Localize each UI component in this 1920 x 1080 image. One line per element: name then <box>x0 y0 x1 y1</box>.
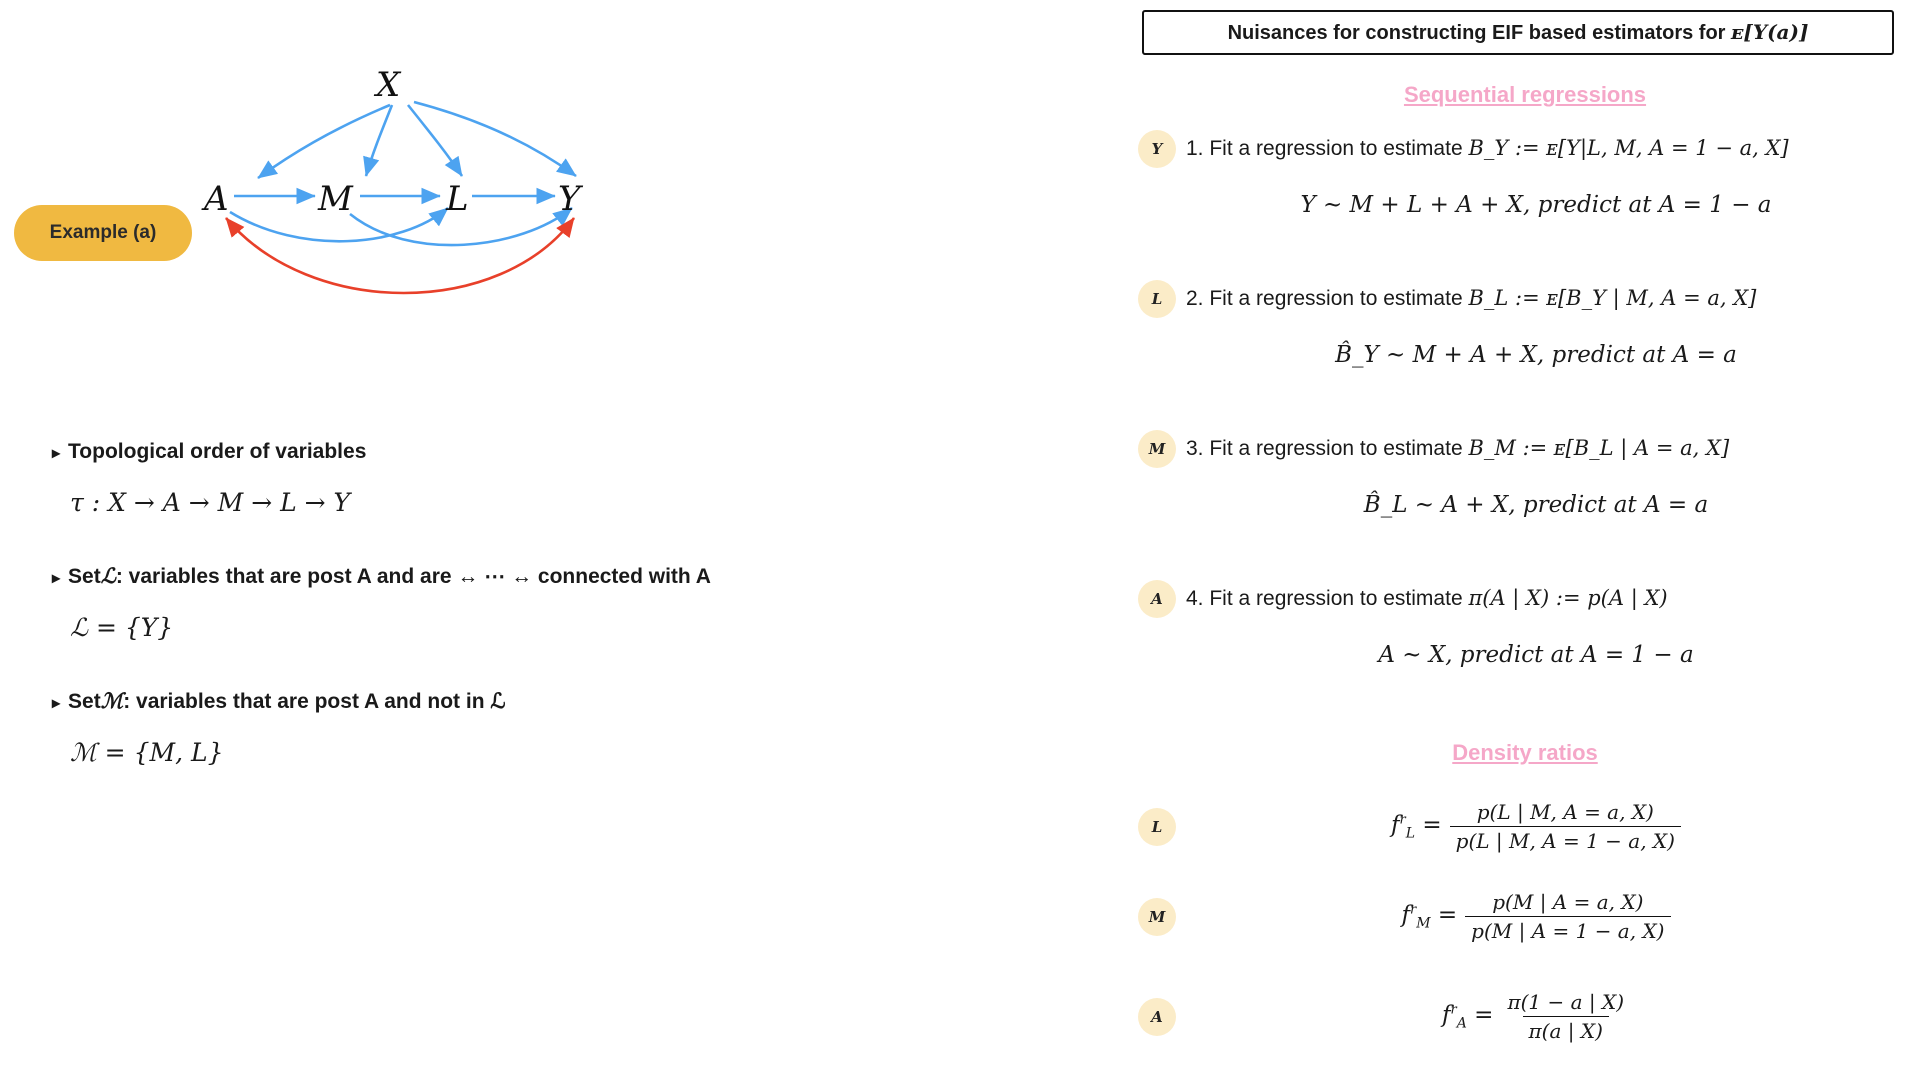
step-3-plain: 3. Fit a regression to estimate <box>1186 437 1469 460</box>
bullet-set-m <box>52 688 1072 714</box>
ratio-a-numerator: π(1 − a | X) <box>1507 990 1624 1014</box>
example-badge: Example (a) <box>14 205 192 261</box>
step-2-equation: B̂_Y ~ M + A + X, predict at A = a <box>1335 342 1737 368</box>
triangle-icon: ▸ <box>52 445 61 462</box>
bullet-list <box>52 440 1072 767</box>
bullet-heading: Topological order of variables <box>68 440 367 463</box>
ratio-l-denominator: p(L | M, A = 1 − a, X) <box>1450 826 1681 853</box>
spacer <box>52 517 1072 563</box>
script-m-symbol: ℳ <box>100 688 124 713</box>
edge-x-y <box>414 102 576 176</box>
bullet-heading-pre: Set <box>68 690 101 713</box>
bullet-heading-post: : variables that are post A and not in ℒ <box>123 690 506 713</box>
edge-a-y-bidirected <box>226 218 574 293</box>
step-3-text <box>1186 436 1729 461</box>
step-3-equation: B̂_L ~ A + X, predict at A = a <box>1363 492 1709 518</box>
density-ratio-l-expression <box>1186 800 1886 853</box>
triangle-icon: ▸ <box>52 570 61 587</box>
ratio-l-numerator: p(L | M, A = a, X) <box>1476 800 1654 824</box>
right-panel <box>1130 0 1920 1080</box>
ratio-l-fraction <box>1450 800 1681 853</box>
step-1-math: B_Y := ᴇ[Y|L, M, A = 1 − a, X] <box>1468 136 1789 160</box>
chip-m: M <box>1138 430 1176 468</box>
causal-graph-svg <box>200 50 760 350</box>
density-ratio-m-expression <box>1186 890 1886 943</box>
edge-x-m <box>366 105 392 176</box>
chip-a: A <box>1138 580 1176 618</box>
step-2-math: B_L := ᴇ[B_Y | M, A = a, X] <box>1468 286 1757 310</box>
chip-m: M <box>1138 898 1176 936</box>
node-y: Y <box>558 179 581 219</box>
step-4-equation: A ~ X, predict at A = 1 − a <box>1378 642 1694 668</box>
step-2-plain: 2. Fit a regression to estimate <box>1186 287 1469 310</box>
bullet-topological-order <box>52 440 1072 464</box>
density-ratio-a-expression <box>1186 990 1886 1043</box>
node-a: A <box>204 179 229 219</box>
ratio-m-fraction <box>1465 890 1670 943</box>
step-1-text <box>1186 136 1789 161</box>
ratio-a-denominator: π(a | X) <box>1523 1016 1609 1043</box>
ratio-a-lhs: $f^r_A$ = <box>1441 1001 1494 1032</box>
step-1-plain: 1. Fit a regression to estimate <box>1186 137 1469 160</box>
ratio-m-denominator: p(M | A = 1 − a, X) <box>1465 916 1670 943</box>
bullet-heading-pre: Set <box>68 565 101 588</box>
bullet-set-l <box>52 563 1072 589</box>
step-4-plain: 4. Fit a regression to estimate <box>1186 587 1469 610</box>
chip-l: L <box>1138 280 1176 318</box>
panel-title-text: Nuisances for constructing EIF based estimators for <box>1227 22 1732 44</box>
ratio-l-lhs: $f^r_L$ = <box>1391 811 1442 842</box>
triangle-icon: ▸ <box>52 695 61 712</box>
spacer <box>52 642 1072 688</box>
edge-x-a <box>258 105 390 178</box>
step-2-text <box>1186 286 1756 311</box>
step-4-text <box>1186 586 1668 611</box>
panel-title <box>1142 10 1894 55</box>
causal-graph <box>200 50 760 350</box>
topological-order-equation: τ : X → A → M → L → Y <box>70 488 351 517</box>
chip-a: A <box>1138 998 1176 1036</box>
section-heading-density-ratios: Density ratios <box>1452 740 1598 765</box>
step-4-math: π(A | X) := p(A | X) <box>1468 586 1668 610</box>
set-l-equation: ℒ = {Y} <box>70 613 174 642</box>
section-heading-sequential-regressions: Sequential regressions <box>1403 82 1647 107</box>
chip-l: L <box>1138 808 1176 846</box>
chip-y: Y <box>1138 130 1176 168</box>
panel-title-math: ᴇ[Y(a)] <box>1731 20 1809 44</box>
ratio-a-fraction <box>1501 990 1630 1043</box>
node-m: M <box>318 179 353 219</box>
ratio-m-numerator: p(M | A = a, X) <box>1492 890 1644 914</box>
ratio-m-lhs: $f^r_M$ = <box>1401 901 1458 932</box>
node-x: X <box>376 65 401 105</box>
bullet-heading-post: : variables that are post A and are ↔ ⋯ ↔ connected with A <box>115 565 711 588</box>
set-m-equation: ℳ = {M, L} <box>70 738 224 767</box>
step-1-equation: Y ~ M + L + A + X, predict at A = 1 − a <box>1300 192 1772 218</box>
node-l: L <box>446 179 469 219</box>
step-3-math: B_M := ᴇ[B_L | A = a, X] <box>1468 436 1730 460</box>
edge-x-l <box>408 105 462 176</box>
script-l-symbol: ℒ <box>100 563 116 588</box>
